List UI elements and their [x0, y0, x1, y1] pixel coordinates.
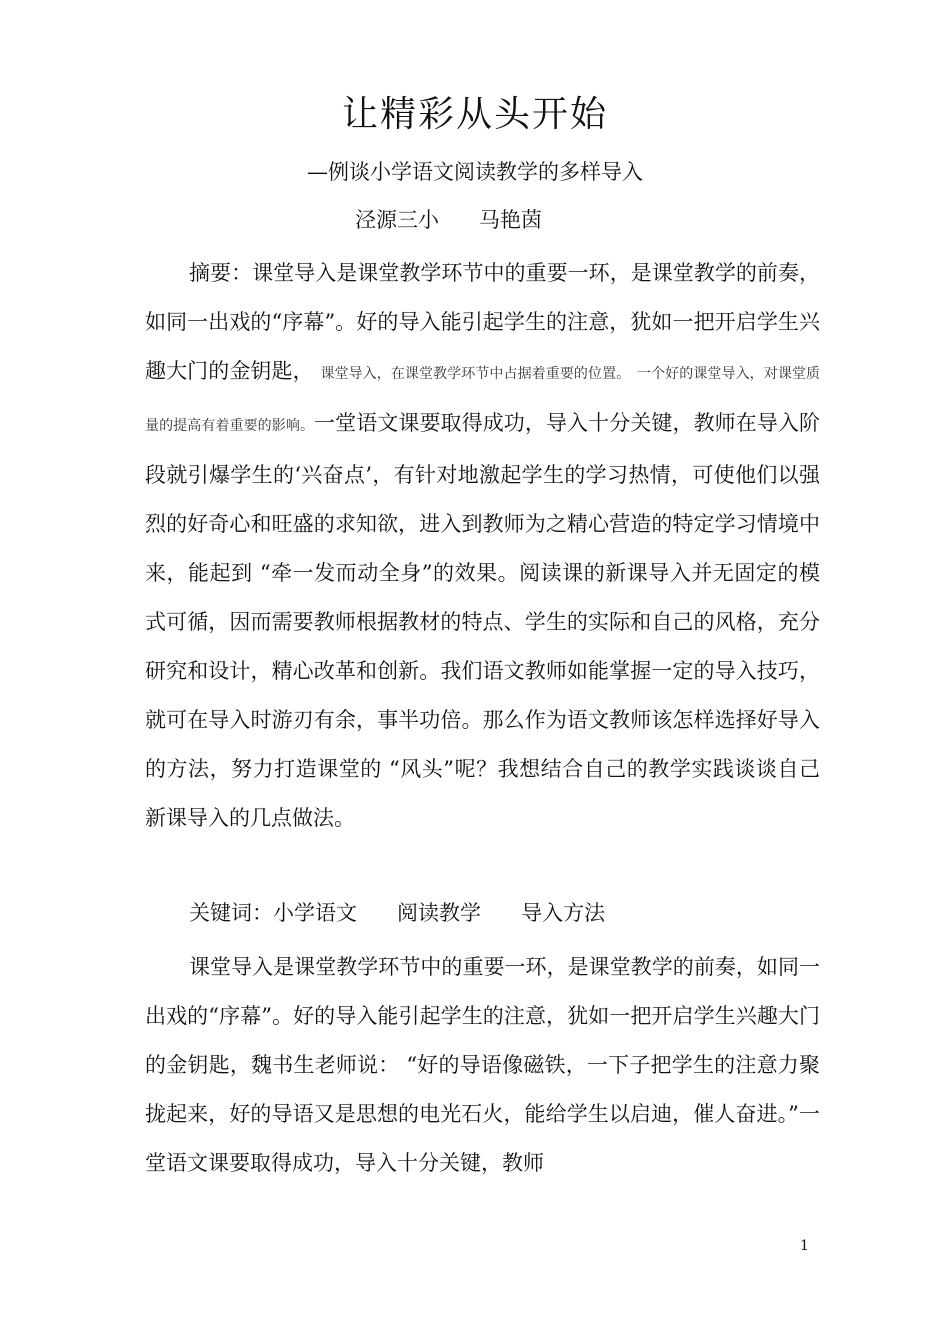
document-subtitle: —例谈小学语文阅读教学的多样导入	[307, 160, 643, 184]
abstract-paragraph	[145, 249, 820, 843]
body-paragraph: 课堂导入是课堂教学环节中的重要一环，是课堂教学的前奏，如同一出戏的“序幕”。好的导入能引起学生的注意，犹如一把开启学生兴趣大门的金钥匙，魏书生老师说： “好的导语像磁铁，一下子把学生的注意力聚拢起来，好的导语又是思想的电光石火，能给学生以启迪，催人奋进。”一堂语文课要取得成功，导入十分关键，教师	[145, 955, 820, 1175]
document-title: 让精彩从头开始	[341, 94, 608, 135]
abstract-note-2: 一个好的课堂导入，对课堂质量的提高有着重要的影响。	[145, 366, 821, 434]
keywords-line: 关键词：小学语文 阅读教学 导入方法	[189, 901, 606, 925]
abstract-text-2: 一堂语文课要取得成功，导入十分关键，教师在导入阶段就引爆学生的‘兴奋点’，有针对地激起学生的学习热情，可使他们以强烈的好奇心和旺盛的求知欲，进入到教师为之精心营造的特定学习情境中来，能起到 “牵一发而动全身”的效果。阅读课的新课导入并无固定的模式可循，因而需要教师根据教材的特点、学生的实际和自己的风格，充分研究和设计，精心改革和创新。我们语文教师如能掌握一定的导入技巧，就可在导入时游刃有余，事半功倍。那么作为语文教师该怎样选择好导入的方法，努力打造课堂的 “风头”呢？我想结合自己的教学实践谈谈自己新课导入的几点做法。	[145, 411, 821, 830]
author-byline: 泾源三小 马艳茵	[355, 208, 543, 232]
page-number: 1	[800, 1238, 809, 1254]
abstract-text-1: 摘要：课堂导入是课堂教学环节中的重要一环，是课堂教学的前奏，如同一出戏的“序幕”。好的导入能引起学生的注意，犹如一把开启学生兴趣大门的金钥匙，	[145, 261, 820, 383]
abstract-note-1: 课堂导入，在课堂教学环节中占据着重要的位置。	[320, 366, 631, 382]
